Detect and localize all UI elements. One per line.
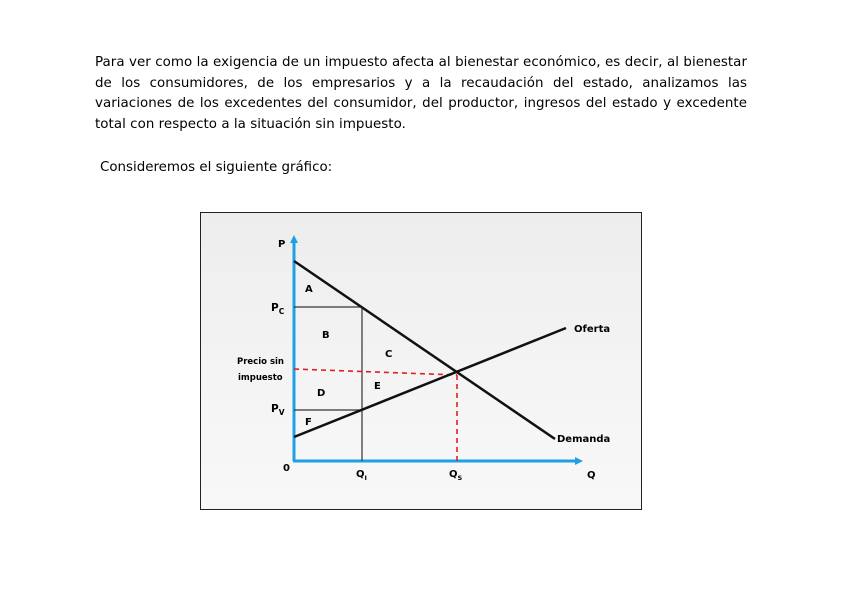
pv-subscript: V bbox=[278, 408, 285, 417]
pv-letter: P bbox=[271, 403, 279, 415]
x-axis-label: Q bbox=[587, 470, 596, 481]
area-a-label: A bbox=[305, 284, 313, 295]
pc-letter: P bbox=[271, 302, 279, 314]
qs-label bbox=[449, 469, 463, 482]
area-e-label: E bbox=[374, 381, 381, 392]
equilibrium-price-dashed bbox=[294, 369, 457, 375]
area-c-label: C bbox=[385, 349, 393, 360]
pv-label bbox=[271, 403, 285, 417]
origin-label: 0 bbox=[283, 463, 290, 474]
pc-label bbox=[271, 302, 285, 316]
impuesto-label: impuesto bbox=[238, 373, 283, 383]
y-axis-label: P bbox=[278, 239, 286, 250]
pc-subscript: C bbox=[278, 307, 285, 316]
qi-letter: Q bbox=[356, 469, 365, 480]
oferta-label: Oferta bbox=[574, 324, 611, 335]
qi-label bbox=[356, 469, 367, 482]
qs-subscript: S bbox=[457, 474, 463, 482]
intro-paragraph: Para ver como la exigencia de un impuesto afecta al bienestar económico, es decir, al bienestar de los consumidores, de los empresarios y a la recaudación del estado, analizamos las variaciones de los excedentes del consumidor, del productor, ingresos del estado y excedente total con respecto a la situación sin impuesto. bbox=[95, 55, 747, 132]
area-f-label: F bbox=[305, 417, 312, 428]
qi-subscript: I bbox=[364, 474, 367, 482]
tax-welfare-diagram bbox=[200, 212, 642, 510]
demand-curve bbox=[294, 261, 555, 439]
supply-curve bbox=[294, 328, 566, 437]
diagram-svg bbox=[201, 213, 643, 511]
demanda-label: Demanda bbox=[557, 434, 611, 445]
precio-sin-label: Precio sin bbox=[237, 357, 284, 367]
area-b-label: B bbox=[322, 330, 330, 341]
area-d-label: D bbox=[317, 388, 326, 399]
lead-sentence: Consideremos el siguiente gráfico: bbox=[100, 160, 333, 175]
qs-letter: Q bbox=[449, 469, 458, 480]
